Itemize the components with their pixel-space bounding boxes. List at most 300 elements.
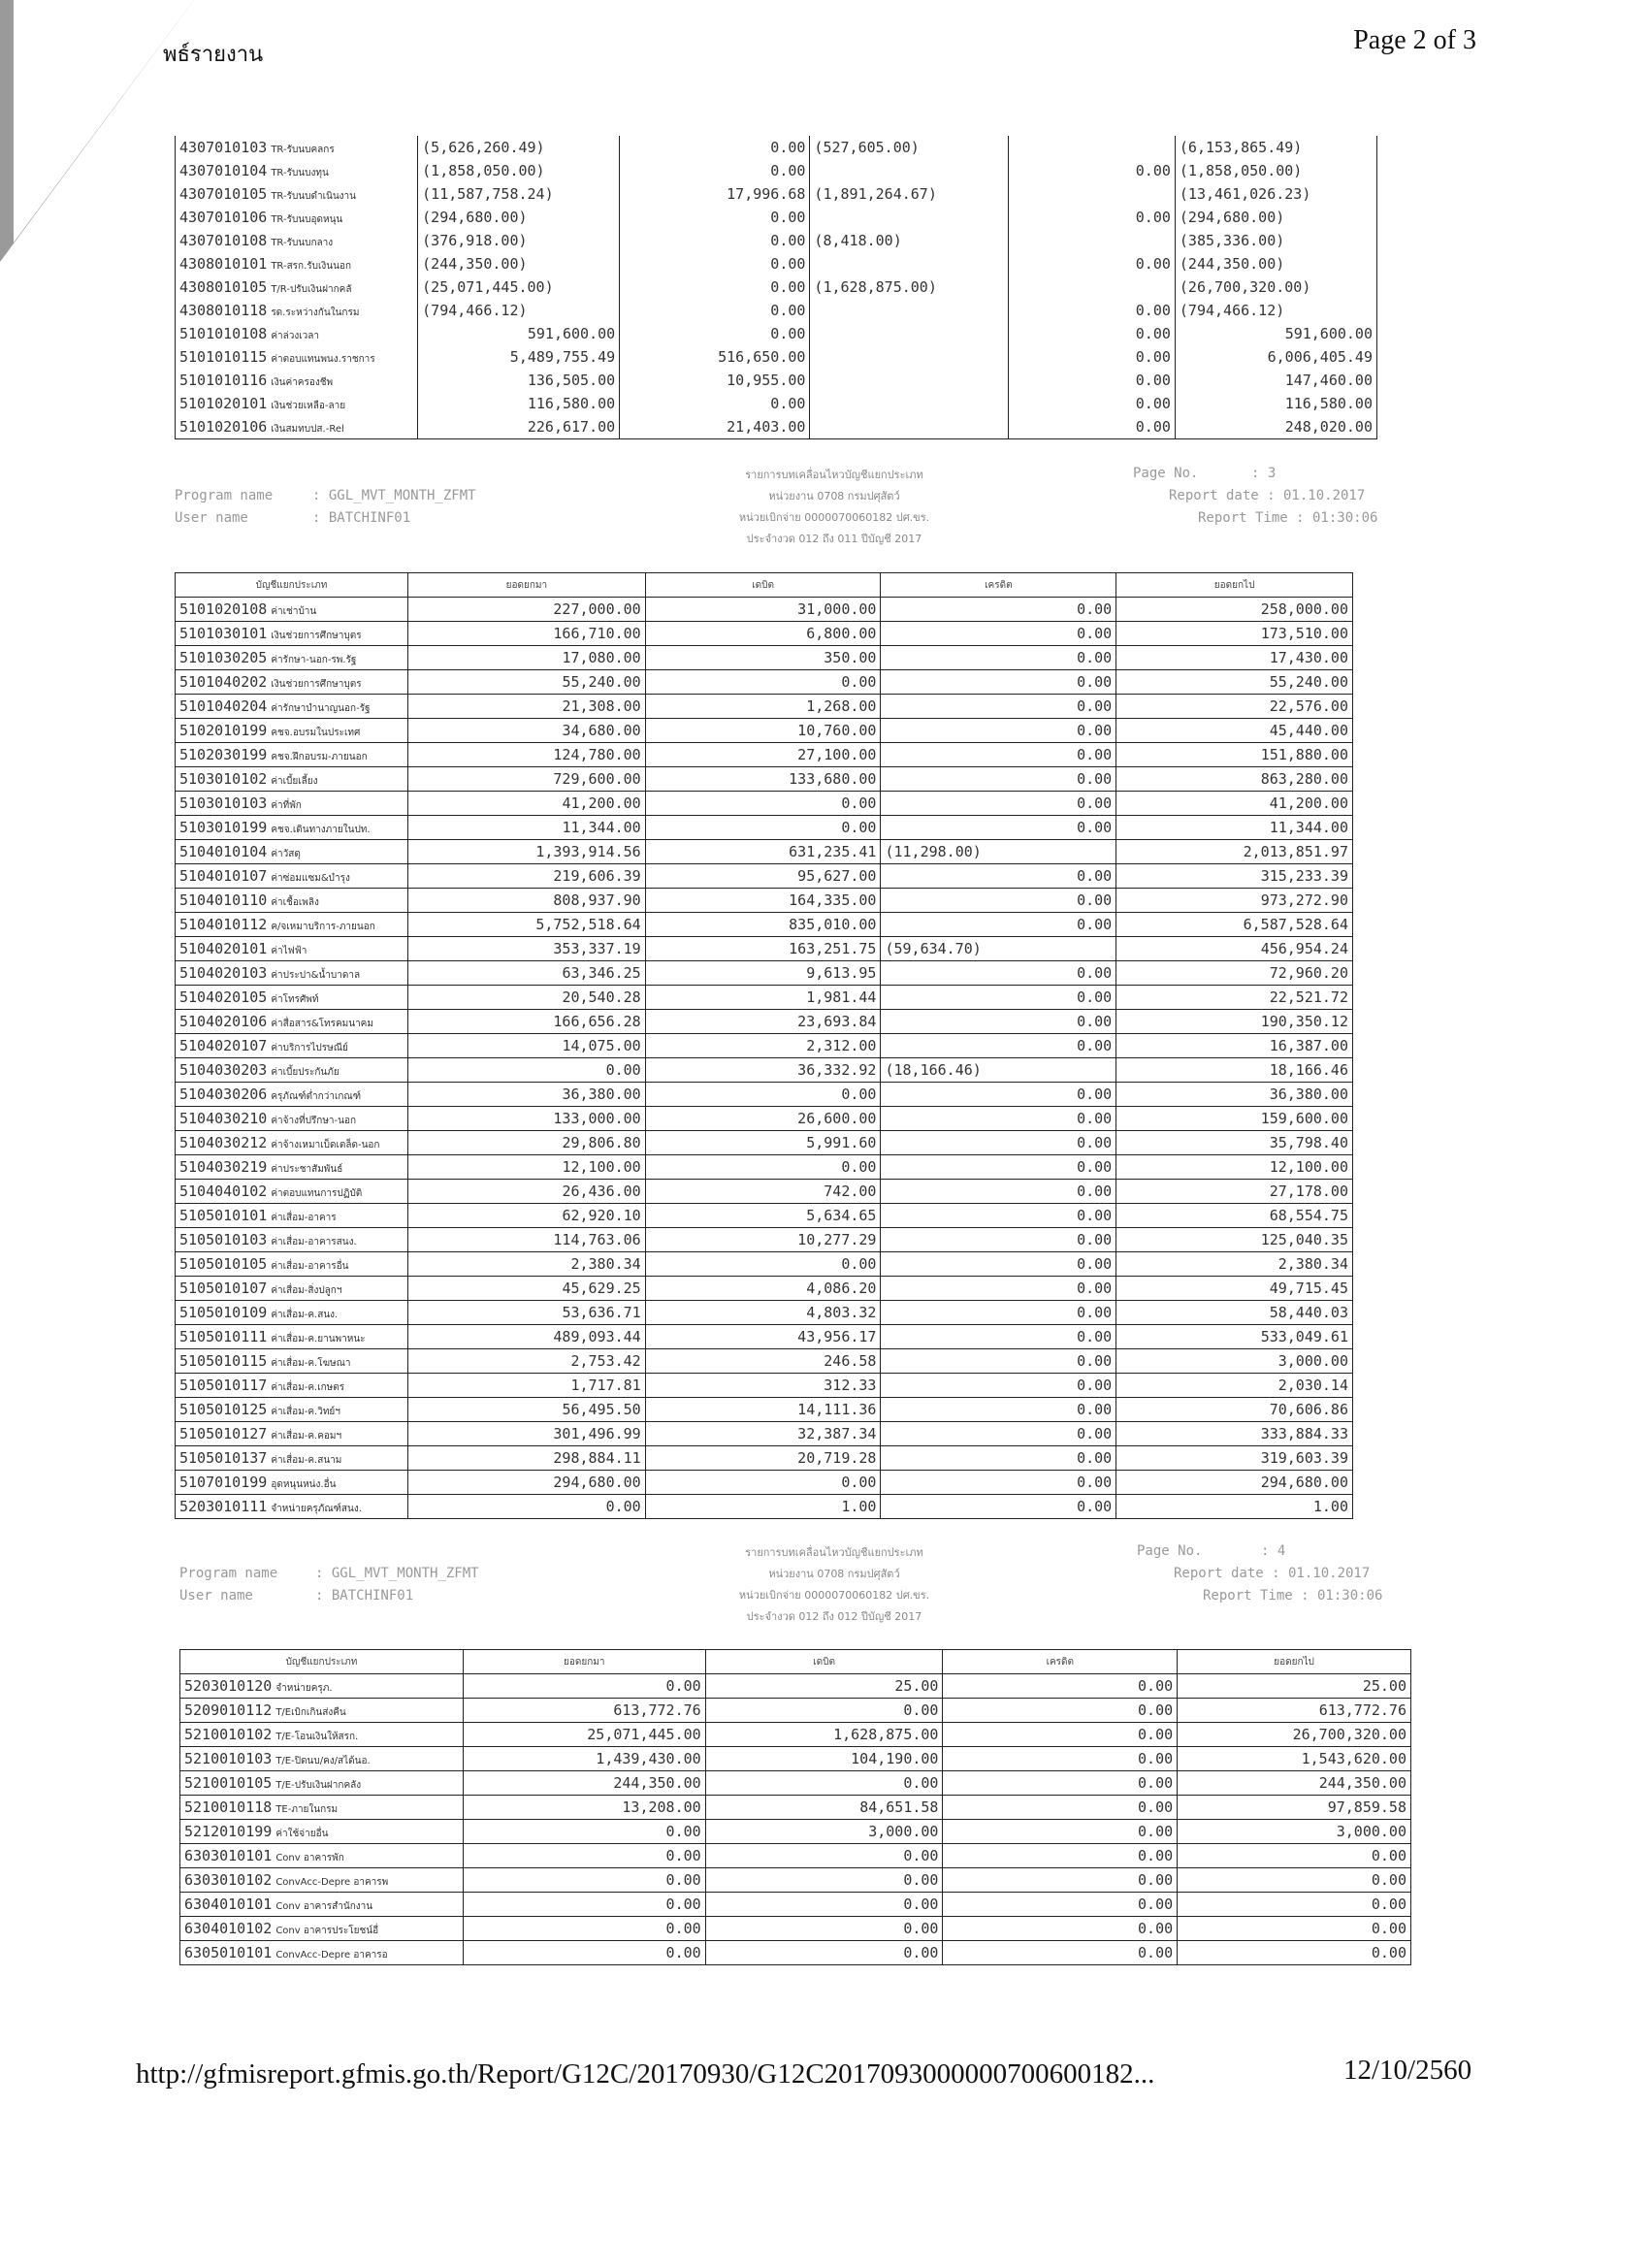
account-code: 4307010105: [179, 184, 268, 203]
credit-cell: 0.00: [881, 986, 1116, 1010]
debit-cell: 5,634.65: [645, 1204, 881, 1228]
report-time: Report Time : 01:30:06: [1198, 510, 1378, 526]
closing-cell: 151,880.00: [1116, 743, 1353, 767]
opening-cell: 294,680.00: [407, 1471, 645, 1495]
closing-cell: (294,680.00): [1175, 206, 1376, 229]
print-footer-url: http://gfmisreport.gfmis.go.th/Report/G12C/20170930/G12C2017093000000700600182...: [136, 2058, 1155, 2090]
account-cell: [176, 840, 408, 864]
table-row: [176, 1010, 1353, 1034]
opening-cell: (11,587,758.24): [418, 182, 620, 206]
opening-cell: 17,080.00: [407, 646, 645, 670]
account-name: เงินช่วยการศึกษาบุตร: [271, 678, 362, 690]
account-name: เงินค่าครองชีพ: [271, 376, 334, 388]
account-cell: [176, 1495, 408, 1519]
account-cell: [176, 646, 408, 670]
credit-cell: 0.00: [881, 1471, 1116, 1495]
debit-cell: 6,800.00: [645, 622, 881, 646]
account-code: 5105010127: [179, 1424, 268, 1442]
closing-cell: 27,178.00: [1116, 1180, 1353, 1204]
opening-cell: 26,436.00: [407, 1180, 645, 1204]
debit-cell: 21,403.00: [620, 415, 810, 439]
opening-cell: (376,918.00): [418, 229, 620, 252]
credit-cell: 0.00: [881, 1107, 1116, 1131]
account-cell: [176, 1374, 408, 1398]
period-line: ประจำงวด 012 ถึง 012 ปีบัญชี 2017: [746, 1610, 922, 1623]
account-name: อุดหนุนหน่ง.อื่น: [271, 1478, 337, 1490]
col-opening: ยอดยกมา: [407, 573, 645, 598]
opening-cell: 2,380.34: [407, 1252, 645, 1277]
account-code: 5104020107: [179, 1036, 268, 1054]
debit-cell: 10,760.00: [645, 719, 881, 743]
opening-cell: 63,346.25: [407, 961, 645, 986]
account-name: T/E-ปิดนบ/คง/สได้นอ.: [275, 1755, 371, 1766]
account-code: 5104010107: [179, 866, 268, 885]
account-code: 5104010110: [179, 891, 268, 909]
debit-cell: 631,235.41: [645, 840, 881, 864]
opening-cell: 124,780.00: [407, 743, 645, 767]
debit-cell: 0.00: [705, 1893, 943, 1917]
credit-cell: 0.00: [881, 1228, 1116, 1252]
account-name: ค่าเบี้ยประกันภัย: [271, 1066, 340, 1078]
credit-cell: 0.00: [881, 1446, 1116, 1471]
debit-cell: 5,991.60: [645, 1131, 881, 1155]
opening-cell: 0.00: [463, 1820, 705, 1844]
table-row: [180, 1771, 1411, 1796]
credit-cell: 0.00: [881, 816, 1116, 840]
opening-cell: 34,680.00: [407, 719, 645, 743]
credit-cell: 0.00: [881, 1180, 1116, 1204]
account-code: 5101030205: [179, 648, 268, 666]
account-cell: [176, 206, 418, 229]
account-cell: [176, 392, 418, 415]
credit-extra-cell: 0.00: [1009, 392, 1175, 415]
account-cell: [176, 864, 408, 889]
closing-cell: 25.00: [1178, 1674, 1411, 1699]
table-row: [180, 1941, 1411, 1965]
col-account: บัญชีแยกประเภท: [180, 1650, 464, 1674]
account-code: 6303010102: [184, 1870, 273, 1889]
account-code: 5101020101: [179, 394, 268, 412]
opening-cell: 353,337.19: [407, 937, 645, 961]
table-row: [180, 1917, 1411, 1941]
opening-cell: 5,752,518.64: [407, 913, 645, 937]
credit-cell: 0.00: [881, 1277, 1116, 1301]
opening-cell: 0.00: [463, 1917, 705, 1941]
debit-cell: 26,600.00: [645, 1107, 881, 1131]
table-row: [176, 622, 1353, 646]
account-cell: [176, 1446, 408, 1471]
account-name: T/E-ปรับเงินฝากคลัง: [275, 1779, 362, 1791]
opening-cell: 5,489,755.49: [418, 345, 620, 369]
closing-cell: 22,521.72: [1116, 986, 1353, 1010]
account-code: 5102030199: [179, 745, 268, 763]
account-name: Conv อาคารประโยชน์อื่: [275, 1925, 379, 1936]
account-cell: [180, 1844, 464, 1868]
credit-cell: 0.00: [943, 1674, 1178, 1699]
opening-cell: 116,580.00: [418, 392, 620, 415]
table-row: [176, 415, 1377, 439]
account-name: ค่ารักษา-นอก-รพ.รัฐ: [271, 654, 357, 665]
account-name: TR-รับนบดำเนินงาน: [271, 190, 357, 202]
account-code: 5104020103: [179, 963, 268, 982]
account-cell: [176, 415, 418, 439]
table-row: [176, 816, 1353, 840]
table-row: [176, 1155, 1353, 1180]
program-name-value: : GGL_MVT_MONTH_ZFMT: [312, 488, 476, 503]
account-cell: [176, 743, 408, 767]
debit-cell: 31,000.00: [645, 598, 881, 622]
disbursing-unit-line: หน่วยเบิกจ่าย 0000070060182 ปศ.ขร.: [738, 511, 930, 524]
col-credit: เครดิต: [881, 573, 1116, 598]
debit-cell: 0.00: [645, 1252, 881, 1277]
closing-cell: 2,030.14: [1116, 1374, 1353, 1398]
debit-cell: 0.00: [705, 1844, 943, 1868]
account-cell: [176, 986, 408, 1010]
account-name: TR-รับนบกลาง: [271, 237, 334, 248]
debit-cell: 32,387.34: [645, 1422, 881, 1446]
account-name: ค่ารักษาบำนาญนอก-รัฐ: [271, 702, 371, 714]
account-cell: [180, 1893, 464, 1917]
account-name: ค่าเสื่อม-อาคารอื่น: [271, 1260, 349, 1272]
account-cell: [176, 275, 418, 299]
table-row: [176, 840, 1353, 864]
table-row: [176, 1131, 1353, 1155]
account-cell: [176, 159, 418, 182]
table-row: [176, 1277, 1353, 1301]
credit-cell: 0.00: [881, 1325, 1116, 1349]
closing-cell: 72,960.20: [1116, 961, 1353, 986]
table-row: [176, 743, 1353, 767]
table-row: [176, 913, 1353, 937]
debit-cell: 10,277.29: [645, 1228, 881, 1252]
account-name: คชจ.ฝึกอบรม-ภายนอก: [271, 751, 368, 762]
account-code: 5101030101: [179, 624, 268, 642]
debit-cell: 246.58: [645, 1349, 881, 1374]
table-row: [176, 1034, 1353, 1058]
account-cell: [180, 1820, 464, 1844]
table-row: [176, 392, 1377, 415]
account-name: ConvAcc-Depre อาคารพ: [275, 1876, 389, 1888]
closing-cell: 333,884.33: [1116, 1422, 1353, 1446]
credit-extra-cell: [1009, 136, 1175, 159]
opening-cell: (25,071,445.00): [418, 275, 620, 299]
closing-cell: 0.00: [1178, 1844, 1411, 1868]
account-code: 5105010111: [179, 1327, 268, 1345]
account-code: 5104030219: [179, 1157, 268, 1176]
table-row: [176, 322, 1377, 345]
table-row: [176, 1471, 1353, 1495]
credit-cell: 0.00: [943, 1893, 1178, 1917]
closing-cell: 0.00: [1178, 1941, 1411, 1965]
debit-cell: 95,627.00: [645, 864, 881, 889]
opening-cell: 114,763.06: [407, 1228, 645, 1252]
closing-cell: (244,350.00): [1175, 252, 1376, 275]
debit-cell: 350.00: [645, 646, 881, 670]
table-row: [176, 1058, 1353, 1083]
account-code: 5210010105: [184, 1773, 273, 1792]
closing-cell: 36,380.00: [1116, 1083, 1353, 1107]
closing-cell: 6,006,405.49: [1175, 345, 1376, 369]
account-cell: [176, 816, 408, 840]
account-name: ค่าเสื่อม-อาคารสนง.: [271, 1236, 357, 1247]
credit-cell: 0.00: [881, 1034, 1116, 1058]
credit-extra-cell: 0.00: [1009, 206, 1175, 229]
table-row: [180, 1796, 1411, 1820]
account-name: ค่าประชาสัมพันธ์: [271, 1163, 343, 1175]
account-code: 5210010118: [184, 1798, 273, 1816]
opening-cell: 729,600.00: [407, 767, 645, 792]
user-name-value: : BATCHINF01: [312, 510, 411, 526]
closing-cell: (1,858,050.00): [1175, 159, 1376, 182]
account-cell: [176, 695, 408, 719]
opening-cell: 166,656.28: [407, 1010, 645, 1034]
account-code: 5101040204: [179, 697, 268, 715]
debit-cell: 0.00: [645, 1083, 881, 1107]
account-cell: [176, 1131, 408, 1155]
opening-cell: (1,858,050.00): [418, 159, 620, 182]
account-name: ค่าสื่อสาร&โทรคมนาคม: [271, 1018, 373, 1029]
closing-cell: 190,350.12: [1116, 1010, 1353, 1034]
table-row: [180, 1820, 1411, 1844]
credit-cell: 0.00: [881, 767, 1116, 792]
debit-cell: 43,956.17: [645, 1325, 881, 1349]
report-date: Report date : 01.10.2017: [1174, 1566, 1371, 1581]
account-code: 5104020105: [179, 988, 268, 1006]
account-name: Conv อาคารสำนักงาน: [275, 1900, 373, 1912]
credit-cell: 0.00: [943, 1699, 1178, 1723]
table-row: [176, 1228, 1353, 1252]
account-cell: [176, 1155, 408, 1180]
account-cell: [176, 961, 408, 986]
account-name: ค่าเช่าบ้าน: [271, 605, 317, 617]
opening-cell: 11,344.00: [407, 816, 645, 840]
account-cell: [176, 1471, 408, 1495]
opening-cell: 1,439,430.00: [463, 1747, 705, 1771]
account-cell: [176, 1204, 408, 1228]
credit-cell: 0.00: [881, 889, 1116, 913]
closing-cell: 3,000.00: [1178, 1820, 1411, 1844]
account-code: 5105010103: [179, 1230, 268, 1248]
credit-cell: [810, 415, 1009, 439]
account-cell: [180, 1674, 464, 1699]
account-name: ค่าเสื่อม-ค.ยานพาหนะ: [271, 1333, 366, 1345]
account-name: ค่าโทรศัพท์: [271, 993, 319, 1005]
credit-cell: 0.00: [881, 646, 1116, 670]
table-row: [176, 369, 1377, 392]
credit-cell: 0.00: [881, 1349, 1116, 1374]
table-row: [176, 299, 1377, 322]
account-cell: [176, 229, 418, 252]
account-code: 5102010199: [179, 721, 268, 739]
account-code: 4308010101: [179, 254, 268, 273]
debit-cell: 27,100.00: [645, 743, 881, 767]
account-cell: [176, 792, 408, 816]
account-name: T/R-ปรับเงินฝากคลั: [271, 283, 352, 295]
account-name: ค่าเสื่อม-ค.โฆษณา: [271, 1357, 351, 1369]
account-name: T/Eเบิกเกินส่งคืน: [275, 1706, 346, 1718]
page-no-value: : 4: [1261, 1543, 1286, 1559]
closing-cell: 973,272.90: [1116, 889, 1353, 913]
credit-cell: [810, 252, 1009, 275]
opening-cell: 0.00: [463, 1868, 705, 1893]
opening-cell: 591,600.00: [418, 322, 620, 345]
closing-cell: 248,020.00: [1175, 415, 1376, 439]
table-row: [180, 1868, 1411, 1893]
opening-cell: 14,075.00: [407, 1034, 645, 1058]
account-cell: [176, 889, 408, 913]
credit-cell: (1,891,264.67): [810, 182, 1009, 206]
credit-cell: [810, 322, 1009, 345]
closing-cell: 12,100.00: [1116, 1155, 1353, 1180]
credit-cell: (8,418.00): [810, 229, 1009, 252]
account-name: ค่าล่วงเวลา: [271, 330, 320, 341]
debit-cell: 0.00: [620, 322, 810, 345]
debit-cell: 9,613.95: [645, 961, 881, 986]
account-name: TR-สรก.รับเงินนอก: [271, 260, 352, 272]
credit-cell: 0.00: [881, 1301, 1116, 1325]
credit-cell: [810, 392, 1009, 415]
account-name: ค่าเสื่อม-อาคาร: [271, 1212, 337, 1223]
account-code: 6304010102: [184, 1919, 273, 1937]
account-code: 5101020106: [179, 417, 268, 436]
account-cell: [176, 598, 408, 622]
debit-cell: 1,981.44: [645, 986, 881, 1010]
account-code: 4307010108: [179, 231, 268, 249]
col-debit: เดบิต: [705, 1650, 943, 1674]
credit-cell: 0.00: [943, 1796, 1178, 1820]
opening-cell: 36,380.00: [407, 1083, 645, 1107]
debit-cell: 0.00: [645, 1471, 881, 1495]
closing-cell: 159,600.00: [1116, 1107, 1353, 1131]
table-row: [176, 1374, 1353, 1398]
account-name: ค่าเสื่อม-ค.สนาม: [271, 1454, 342, 1466]
credit-extra-cell: [1009, 182, 1175, 206]
user-name-value: : BATCHINF01: [315, 1588, 414, 1604]
table-row: [176, 1422, 1353, 1446]
account-name: ค่าซ่อมแซม&บำรุง: [271, 872, 350, 884]
account-code: 6304010101: [184, 1895, 273, 1913]
account-code: 5101020108: [179, 599, 268, 618]
col-closing: ยอดยกไป: [1116, 573, 1353, 598]
opening-cell: (294,680.00): [418, 206, 620, 229]
debit-cell: 1,268.00: [645, 695, 881, 719]
account-code: 5107010199: [179, 1473, 268, 1491]
account-cell: [176, 182, 418, 206]
account-code: 4308010105: [179, 277, 268, 296]
table-row: [176, 889, 1353, 913]
account-name: คชจ.เดินทางภายในปท.: [271, 824, 371, 835]
account-code: 5105010109: [179, 1303, 268, 1321]
credit-cell: 0.00: [881, 864, 1116, 889]
account-cell: [176, 1277, 408, 1301]
table-row: [176, 1301, 1353, 1325]
credit-cell: 0.00: [943, 1820, 1178, 1844]
table-row: [176, 1204, 1353, 1228]
debit-cell: 0.00: [620, 159, 810, 182]
account-code: 5105010117: [179, 1376, 268, 1394]
account-cell: [180, 1917, 464, 1941]
debit-cell: 742.00: [645, 1180, 881, 1204]
credit-cell: 0.00: [881, 743, 1116, 767]
credit-cell: (11,298.00): [881, 840, 1116, 864]
report-title: รายการบทเคลื่อนไหวบัญชีแยกประเภท: [745, 469, 923, 481]
debit-cell: 4,086.20: [645, 1277, 881, 1301]
opening-cell: 613,772.76: [463, 1699, 705, 1723]
page-no-label: Page No.: [1133, 466, 1199, 481]
account-code: 5209010112: [184, 1701, 273, 1719]
opening-cell: 0.00: [463, 1893, 705, 1917]
account-name: ค่าจ้างเหมาเบ็ดเตล็ด-นอก: [271, 1139, 380, 1150]
debit-cell: 104,190.00: [705, 1747, 943, 1771]
credit-cell: [810, 369, 1009, 392]
debit-cell: 312.33: [645, 1374, 881, 1398]
account-cell: [180, 1747, 464, 1771]
closing-cell: 1,543,620.00: [1178, 1747, 1411, 1771]
account-name: ครุภัณฑ์ต่ำกว่าเกณฑ์: [271, 1090, 361, 1102]
credit-cell: [810, 299, 1009, 322]
account-name: TR-รับนบคลกร: [271, 144, 335, 155]
table-row: [176, 767, 1353, 792]
table-row: [180, 1844, 1411, 1868]
table-row: [180, 1674, 1411, 1699]
opening-cell: 301,496.99: [407, 1422, 645, 1446]
credit-extra-cell: [1009, 275, 1175, 299]
opening-cell: (794,466.12): [418, 299, 620, 322]
closing-cell: 58,440.03: [1116, 1301, 1353, 1325]
credit-cell: 0.00: [881, 1252, 1116, 1277]
opening-cell: (5,626,260.49): [418, 136, 620, 159]
account-cell: [176, 1325, 408, 1349]
credit-extra-cell: 0.00: [1009, 322, 1175, 345]
table-row: [176, 1446, 1353, 1471]
account-cell: [176, 369, 418, 392]
agency-line: หน่วยงาน 0708 กรมปศุสัตว์: [768, 1568, 900, 1580]
closing-cell: 41,200.00: [1116, 792, 1353, 816]
opening-cell: 489,093.44: [407, 1325, 645, 1349]
credit-cell: 0.00: [943, 1941, 1178, 1965]
opening-cell: 0.00: [407, 1058, 645, 1083]
debit-cell: 1,628,875.00: [705, 1723, 943, 1747]
opening-cell: 1,393,914.56: [407, 840, 645, 864]
table-row: [176, 646, 1353, 670]
account-name: Conv อาคารพัก: [275, 1852, 344, 1863]
account-code: 5105010115: [179, 1351, 268, 1370]
account-name: ค่าจ้างที่ปรึกษา-นอก: [271, 1115, 357, 1126]
account-name: ค่าตอบแทนการปฏิบัติ: [271, 1187, 363, 1199]
account-name: ค่าไฟฟ้า: [271, 945, 307, 956]
closing-cell: 116,580.00: [1175, 392, 1376, 415]
credit-cell: 0.00: [881, 1422, 1116, 1446]
account-name: เงินช่วยการศึกษาบุตร: [271, 630, 362, 641]
account-name: ค่าเสื่อม-ค.วิทย์ฯ: [271, 1406, 340, 1417]
account-cell: [180, 1723, 464, 1747]
account-cell: [176, 1422, 408, 1446]
closing-cell: 258,000.00: [1116, 598, 1353, 622]
debit-cell: 14,111.36: [645, 1398, 881, 1422]
account-code: 5105010101: [179, 1206, 268, 1224]
col-opening: ยอดยกมา: [463, 1650, 705, 1674]
table-row: [180, 1893, 1411, 1917]
opening-cell: 166,710.00: [407, 622, 645, 646]
account-code: 5203010111: [179, 1497, 268, 1515]
closing-cell: (26,700,320.00): [1175, 275, 1376, 299]
table-row: [176, 937, 1353, 961]
account-name: ค่าเสื่อม-ค.สนง.: [271, 1309, 339, 1320]
account-cell: [176, 252, 418, 275]
account-code: 5104020101: [179, 939, 268, 957]
opening-cell: 53,636.71: [407, 1301, 645, 1325]
closing-cell: (6,153,865.49): [1175, 136, 1376, 159]
